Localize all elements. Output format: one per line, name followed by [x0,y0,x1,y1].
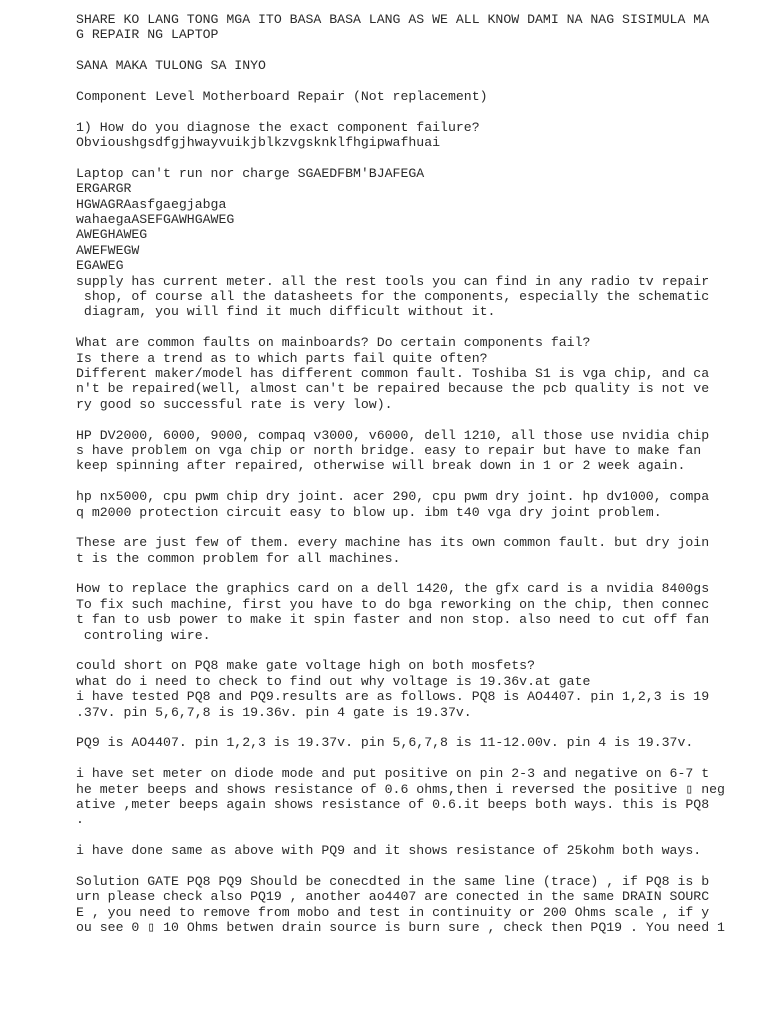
text-line: HP DV2000, 6000, 9000, compaq v3000, v6000, dell 1210, all those use nvidia chip [76,427,710,443]
text-line: AWEFWEGW [76,242,140,258]
text-line: i have set meter on diode mode and put positive on pin 2-3 and negative on 6-7 t [76,766,710,782]
text-line: s have problem on vga chip or north bridge. easy to repair but have to make fan [76,442,702,458]
text-line: Component Level Motherboard Repair (Not replacement) [76,88,488,104]
paragraph [76,843,702,859]
text-line: t is the common problem for all machines. [76,550,401,566]
paragraph [76,335,710,412]
paragraph [76,535,710,566]
text-line: What are common faults on mainboards? Do certain components fail? [76,335,591,351]
text-line: 1) How do you diagnose the exact component failure? [76,119,480,135]
text-line: shop, of course all the datasheets for the components, especially the schematic [76,289,710,305]
text-line: wahaegaASEFGAWHGAWEG [76,212,235,228]
text-line: t fan to usb power to make it spin faster and non stop. also need to cut off fan [76,612,710,628]
paragraph [76,735,696,750]
text-line: SANA MAKA TULONG SA INYO [76,58,266,74]
text-line: E , you need to remove from mobo and test in continuity or 200 Ohms scale , if y [76,904,710,920]
text-line: .37v. pin 5,6,7,8 is 19.36v. pin 4 gate is 19.37v. [76,704,472,720]
text-line: How to replace the graphics card on a dell 1420, the gfx card is a nvidia 8400gs [76,581,710,597]
text-line: These are just few of them. every machine has its own common fault. but dry join [76,535,710,551]
text-line: PQ9 is AO4407. pin 1,2,3 is 19.37v. pin 5,6,7,8 is 11-12.00v. pin 4 is 19.37v. [76,735,694,751]
paragraph [76,489,710,520]
text-line: HGWAGRAasfgaegjabga [76,196,227,212]
text-line: Solution GATE PQ8 PQ9 Should be conecdted in the same line (trace) , if PQ8 is b [76,873,710,889]
text-line: Different maker/model has different common fault. Toshiba S1 is vga chip, and ca [76,365,710,381]
text-line: ative ,meter beeps again shows resistance of 0.6.it beeps both ways. this is PQ8 [76,796,710,812]
text-line: ou see 0 ▯ 10 Ohms betwen drain source is burn sure , check then PQ19 . You need 1 [76,920,725,936]
paragraph [76,89,696,104]
document-body [76,12,725,951]
text-line: To fix such machine, first you have to do bga reworking on the chip, then connec [76,596,710,612]
text-line: could short on PQ8 make gate voltage high on both mosfets? [76,658,535,674]
text-line: AWEGHAWEG [76,227,148,243]
text-line: he meter beeps and shows resistance of 0.6 ohms,then i reversed the positive ▯ neg [76,781,725,797]
paragraph [76,120,696,151]
text-line: i have done same as above with PQ9 and it shows resistance of 25kohm both ways. [76,843,702,859]
paragraph [76,766,725,828]
text-line: Obvioushgsdfgjhwayvuikjblkzvgsknklfhgipwafhuai [76,135,441,151]
text-line: n't be repaired(well, almost can't be repaired because the pcb quality is not ve [76,381,710,397]
text-line: q m2000 protection circuit easy to blow up. ibm t40 vga dry joint problem. [76,504,662,520]
text-line: G REPAIR NG LAPTOP [76,27,219,43]
paragraph [76,873,725,936]
text-line: ry good so successful rate is very low). [76,396,393,412]
text-line: controling wire. [76,627,211,643]
text-line: urn please check also PQ19 , another ao4407 are conected in the same DRAIN SOURC [76,889,710,905]
text-line: SHARE KO LANG TONG MGA ITO BASA BASA LANG AS WE ALL KNOW DAMI NA NAG SISIMULA MA [76,12,710,27]
text-line: Is there a trend as to which parts fail quite often? [76,350,488,366]
text-line: . [76,812,84,828]
text-line: Laptop can't run nor charge SGAEDFBM'BJAFEGA [76,165,425,181]
paragraph [76,12,710,43]
text-line: i have tested PQ8 and PQ9.results are as follows. PQ8 is AO4407. pin 1,2,3 is 19 [76,689,710,705]
paragraph [76,165,710,320]
text-line: diagram, you will find it much difficult without it. [76,304,496,320]
text-line: ERGARGR [76,181,132,197]
text-line: EGAWEG [76,258,124,274]
paragraph [76,581,710,643]
paragraph [76,58,696,73]
text-line: hp nx5000, cpu pwm chip dry joint. acer 290, cpu pwm dry joint. hp dv1000, compa [76,489,710,505]
text-line: keep spinning after repaired, otherwise will break down in 1 or 2 week again. [76,458,686,474]
text-line: supply has current meter. all the rest tools you can find in any radio tv repair [76,273,710,289]
paragraph [76,427,710,474]
paragraph [76,658,710,720]
text-line: what do i need to check to find out why voltage is 19.36v.at gate [76,673,591,689]
